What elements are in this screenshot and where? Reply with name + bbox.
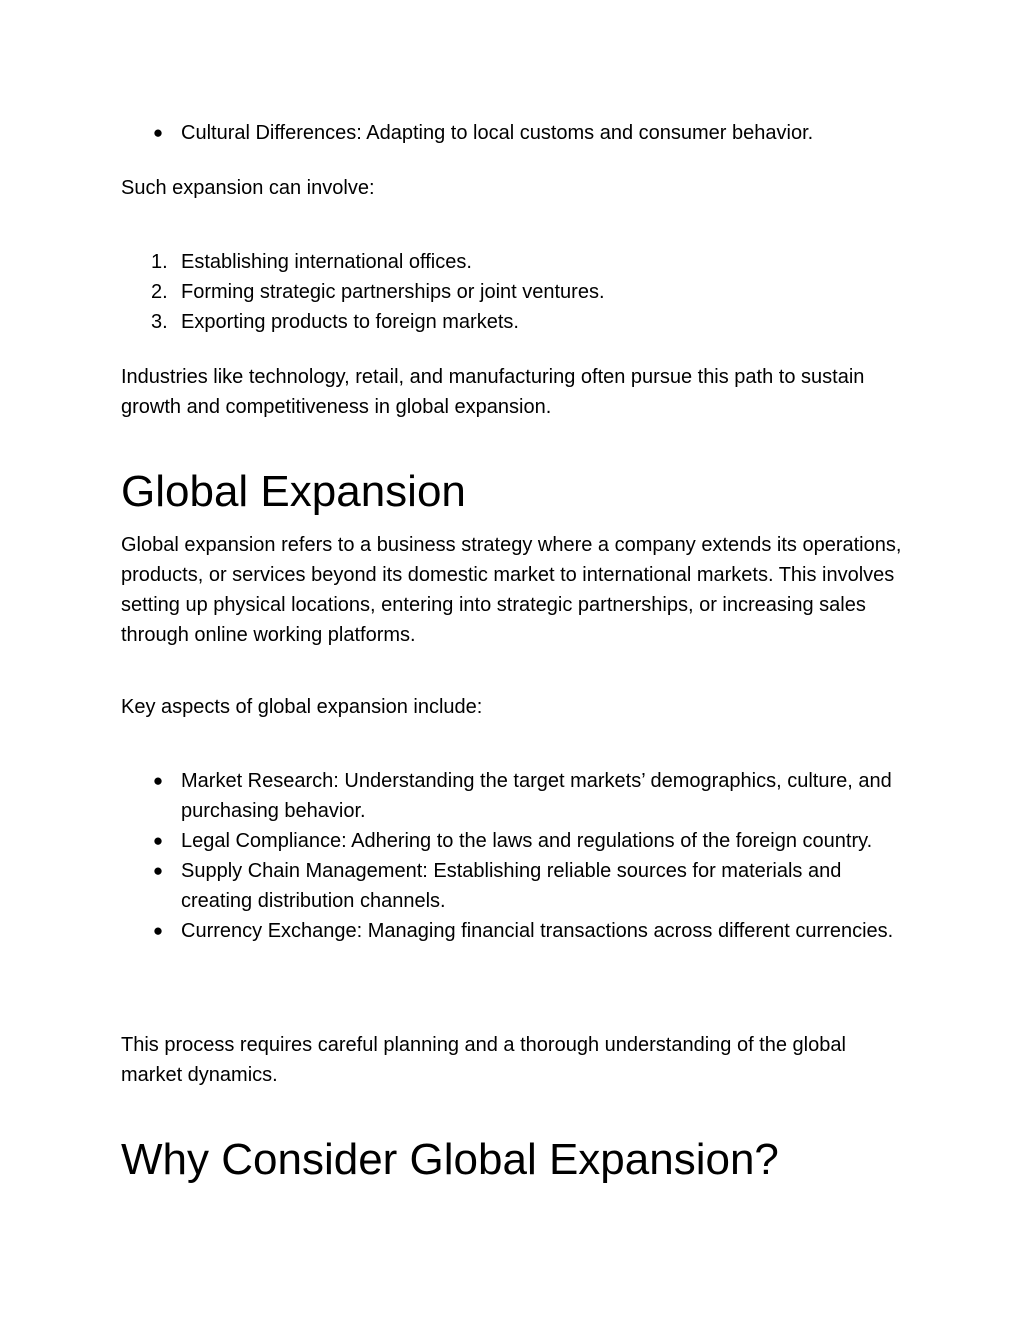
industries-paragraph: Industries like technology, retail, and manufacturing often pursue this path to sustain growth and competitiveness in global expansion. (121, 366, 865, 418)
section-heading-global-expansion: Global Expansion (121, 467, 466, 516)
list-item (121, 826, 911, 856)
list-item-text: Supply Chain Management: Establishing reliable sources for materials and creating distribution channels. (181, 860, 842, 912)
list-item-text: Cultural Differences: Adapting to local customs and consumer behavior. (181, 122, 814, 144)
numbered-list-item (121, 307, 911, 337)
list-item (121, 856, 911, 916)
list-number: 2. (151, 281, 168, 303)
bullet-marker: ● (152, 123, 164, 142)
list-item-text: Market Research: Understanding the target markets’ demographics, culture, and purchasing behavior. (181, 770, 892, 822)
list-item-text: Forming strategic partnerships or joint ventures. (181, 281, 605, 303)
list-number: 3. (151, 311, 168, 333)
list-item-text: Establishing international offices. (181, 251, 472, 273)
list-item-text: Exporting products to foreign markets. (181, 311, 519, 333)
bullet-marker: ● (152, 771, 164, 790)
closing-paragraph: This process requires careful planning and a thorough understanding of the global market dynamics. (121, 1034, 846, 1086)
aspects-list (121, 766, 911, 946)
bullet-marker: ● (152, 831, 164, 850)
bullet-marker: ● (152, 861, 164, 880)
section-heading-why-consider: Why Consider Global Expansion? (121, 1135, 779, 1184)
expansion-intro-paragraph: Such expansion can involve: (121, 177, 375, 199)
definition-paragraph: Global expansion refers to a business strategy where a company extends its operations, products, or services beyond its domestic market to international markets. This involves setting up physical locations, entering into strategic partnerships, or increasing sales through online working platforms. (121, 534, 902, 646)
list-item (121, 916, 911, 946)
numbered-list-item (121, 277, 911, 307)
list-item-text: Legal Compliance: Adhering to the laws and regulations of the foreign country. (181, 830, 873, 852)
list-item (121, 766, 911, 826)
numbered-list-item (121, 247, 911, 277)
list-item (121, 118, 911, 148)
list-item-text: Currency Exchange: Managing financial transactions across different currencies. (181, 920, 894, 942)
aspects-intro-paragraph: Key aspects of global expansion include: (121, 696, 483, 718)
bullet-marker: ● (152, 921, 164, 940)
list-number: 1. (151, 251, 168, 273)
